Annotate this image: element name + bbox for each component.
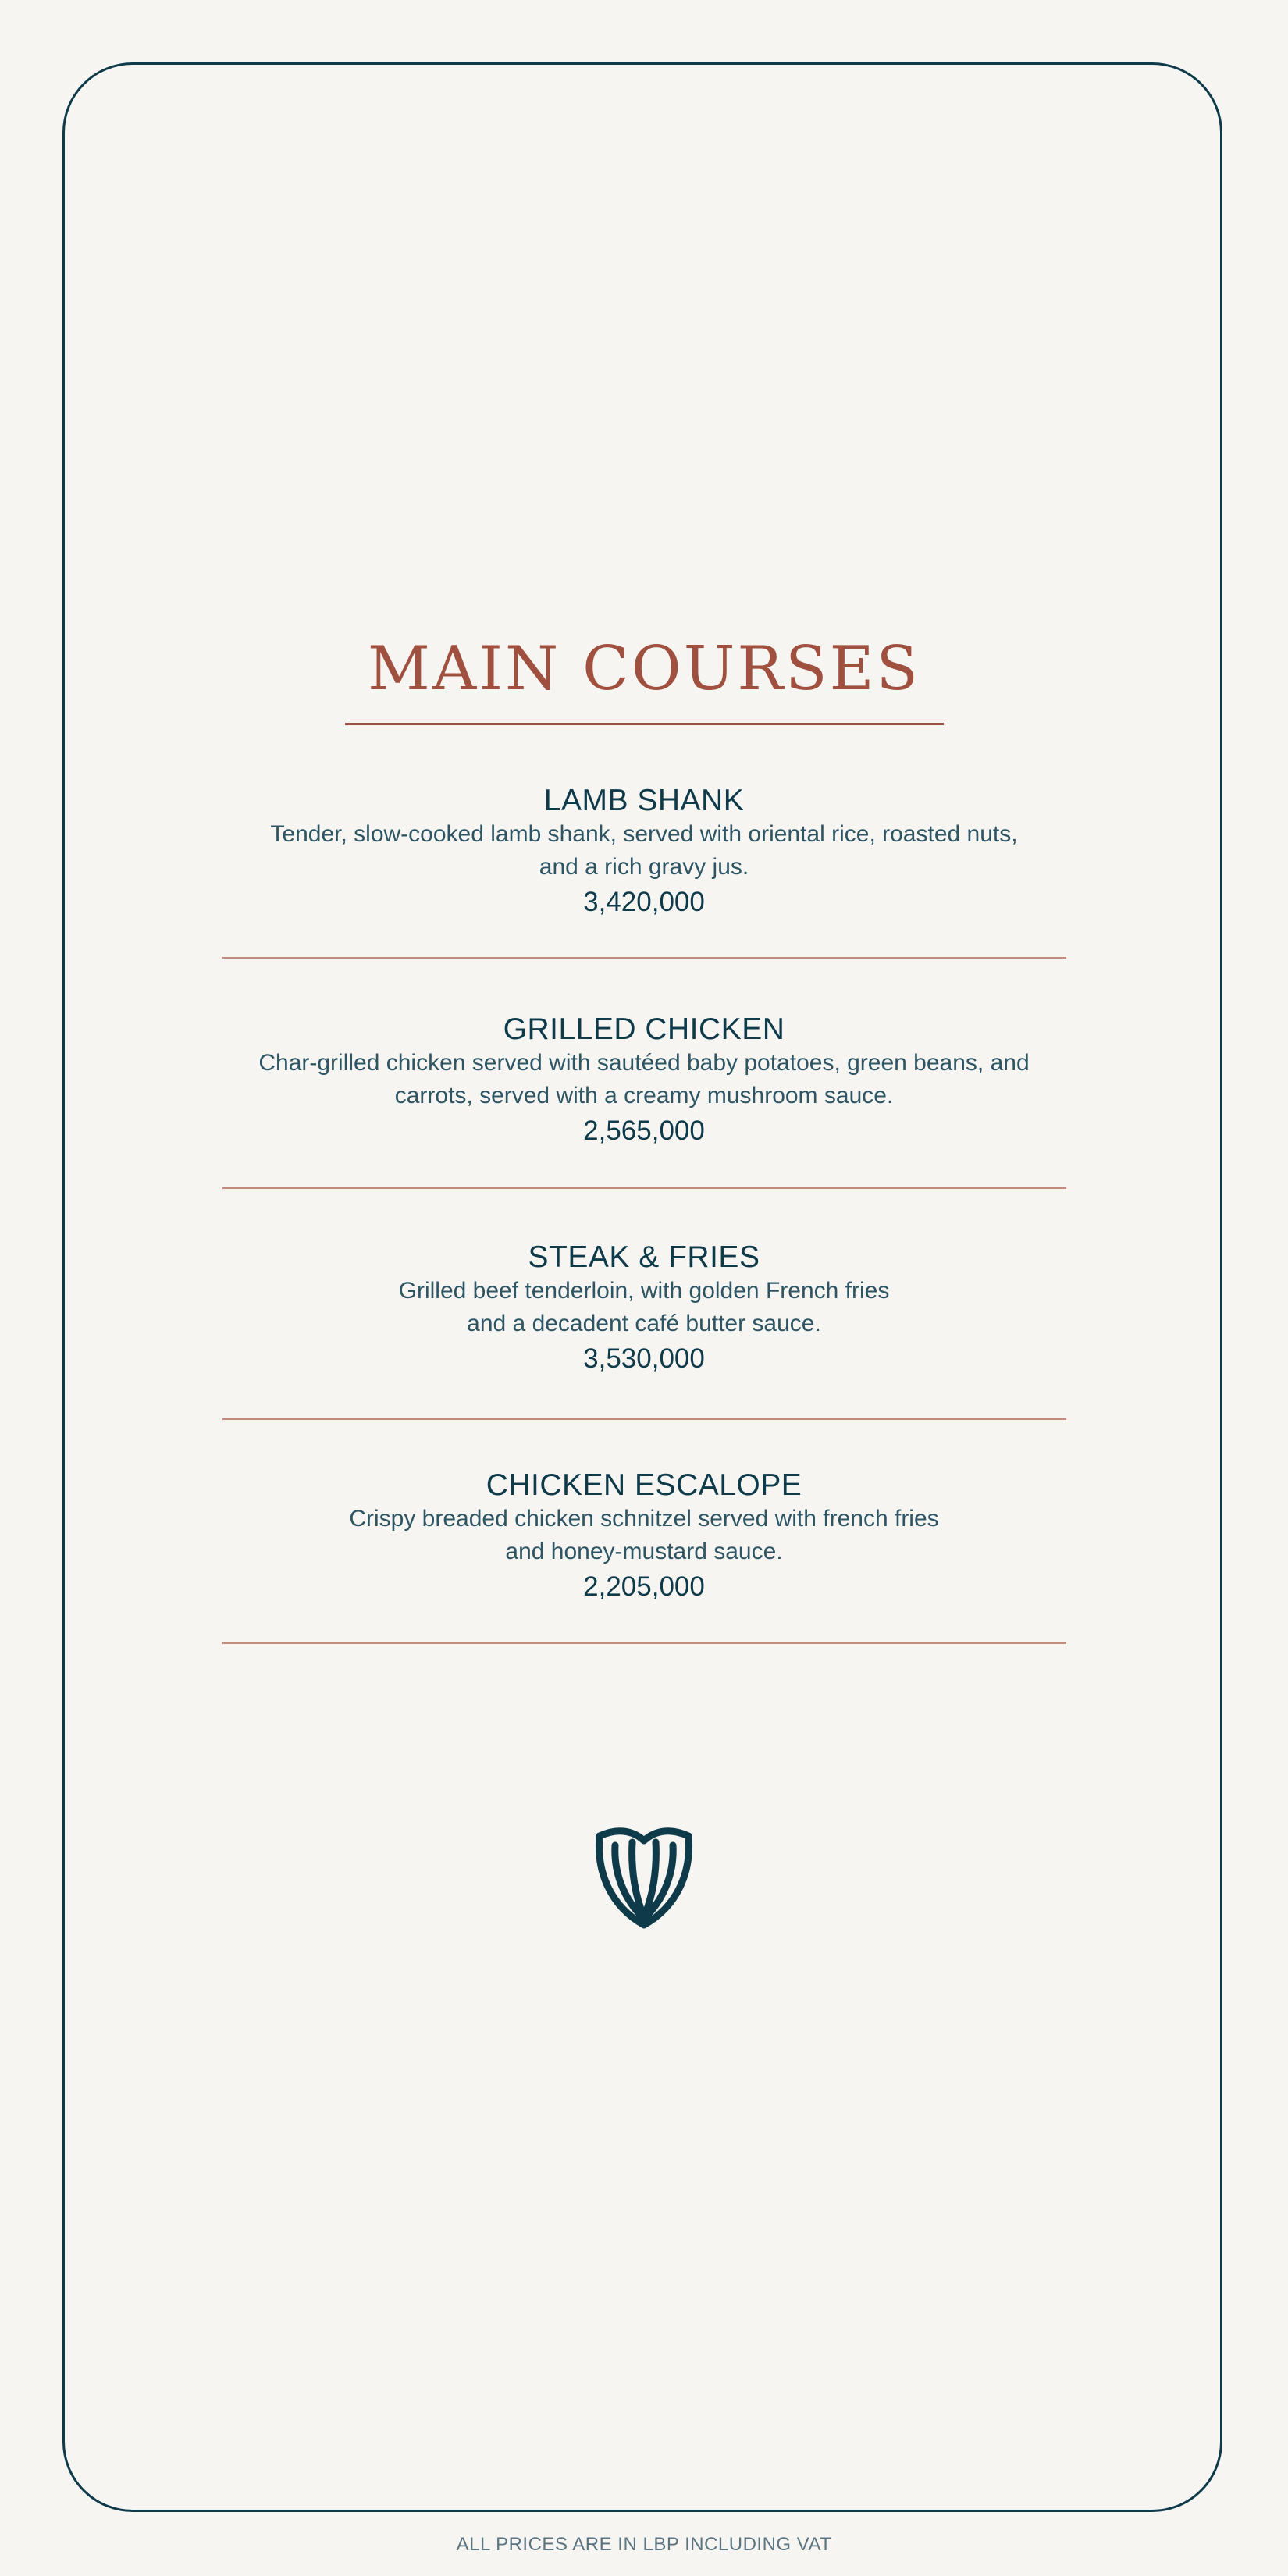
- menu-item-name: GRILLED CHICKEN: [503, 1012, 785, 1046]
- menu-item: [0, 1012, 1288, 1148]
- shield-crest-icon: [593, 1825, 695, 1930]
- menu-item-description: Crispy breaded chicken schnitzel served with french fries and honey-mustard sauce.: [349, 1506, 939, 1564]
- price-note: ALL PRICES ARE IN LBP INCLUDING VAT: [456, 2534, 832, 2555]
- menu-item-description: Char-grilled chicken served with sautéed baby potatoes, green beans, and carrots, served with a creamy mushroom sauce.: [258, 1050, 1030, 1108]
- menu-item-price: 3,530,000: [583, 1343, 705, 1374]
- item-divider: [222, 1187, 1066, 1189]
- page-title: MAIN COURSES: [368, 634, 920, 704]
- title-underline: [345, 723, 944, 725]
- menu-item-price: 2,205,000: [583, 1571, 705, 1602]
- item-divider: [222, 1642, 1066, 1644]
- menu-item: [0, 784, 1288, 920]
- item-divider: [222, 1418, 1066, 1420]
- menu-item: [0, 1240, 1288, 1376]
- item-divider: [222, 957, 1066, 959]
- menu-item-price: 3,420,000: [583, 887, 705, 917]
- menu-item: [0, 1468, 1288, 1604]
- menu-item-description: Tender, slow-cooked lamb shank, served with oriental rice, roasted nuts, and a rich gravy jus.: [270, 821, 1018, 880]
- menu-item-name: LAMB SHANK: [543, 784, 745, 817]
- menu-item-description: Grilled beef tenderloin, with golden French fries and a decadent café butter sauce.: [398, 1278, 890, 1336]
- menu-item-name: CHICKEN ESCALOPE: [486, 1468, 802, 1502]
- menu-item-price: 2,565,000: [583, 1115, 705, 1146]
- menu-item-name: STEAK & FRIES: [528, 1240, 760, 1274]
